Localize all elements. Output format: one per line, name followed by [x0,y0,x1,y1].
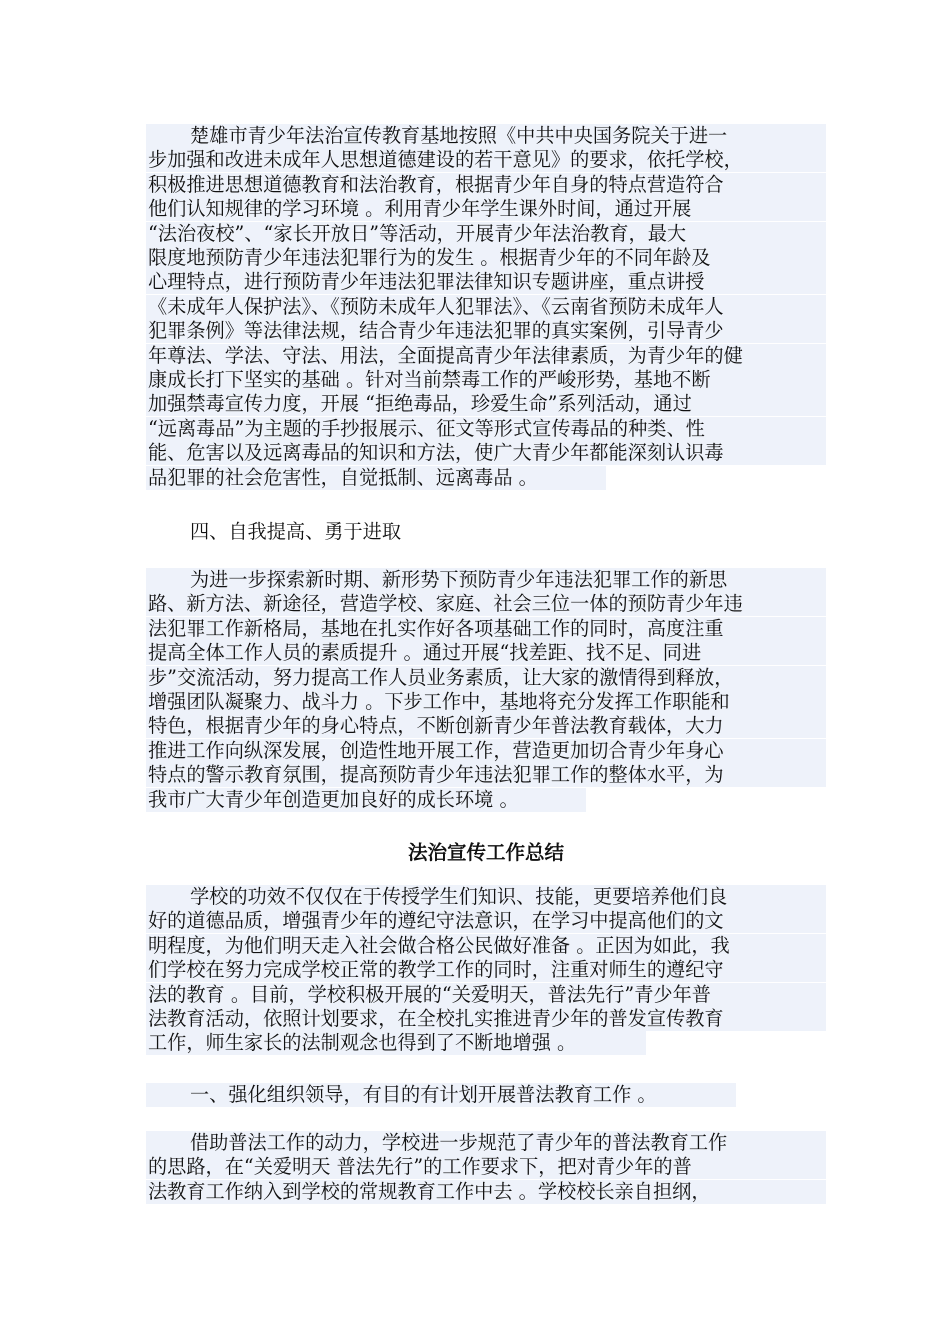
text-line: 法教育活动，依照计划要求，在全校扎实推进青少年的普发宣传教育 [146,1007,826,1031]
text-line: 们学校在努力完成学校正常的教学工作的同时，注重对师生的遵纪守 [146,958,826,982]
text-line: 积极推进思想道德教育和法治教育，根据青少年自身的特点营造符合 [146,173,826,197]
section-heading-four: 四、自我提高、勇于进取 [190,520,402,543]
text-line: 推进工作向纵深发展，创造性地开展工作，营造更加切合青少年身心 [146,739,826,763]
text-line: 特色，根据青少年的身心特点，不断创新青少年普法教育载体，大力 [146,714,826,738]
text-line: 明程度，为他们明天走入社会做合格公民做好准备 。正因为如此，我 [146,934,826,958]
text-line: 加强禁毒宣传力度，开展 “拒绝毒品，珍爱生命”系列活动，通过 [146,392,826,416]
text-line: “法治夜校”、“家长开放日”等活动，开展青少年法治教育，最大 [146,222,826,246]
text-line: 楚雄市青少年法治宣传教育基地按照《中共中央国务院关于进一 [146,124,826,148]
text-line: 我市广大青少年创造更加良好的成长环境 。 [146,788,586,812]
text-line: 为进一步探索新时期、新形势下预防青少年违法犯罪工作的新思 [146,568,826,592]
text-line: 学校的功效不仅仅在于传授学生们知识、技能，更要培养他们良 [146,885,826,909]
text-line: “远离毒品”为主题的手抄报展示、征文等形式宣传毒品的种类、性 [146,417,826,441]
text-line: 路、新方法、新途径，营造学校、家庭、社会三位一体的预防青少年违 [146,592,826,616]
text-line: 步”交流活动，努力提高工作人员业务素质，让大家的激情得到释放， [146,666,826,690]
text-line: 的思路，在“关爱明天 普法先行”的工作要求下，把对青少年的普 [146,1155,826,1179]
text-line: 康成长打下坚实的基础 。针对当前禁毒工作的严峻形势，基地不断 [146,368,826,392]
text-line: 提高全体工作人员的素质提升 。通过开展“找差距、找不足、同进 [146,641,826,665]
text-line: 法的教育 。目前，学校积极开展的“关爱明天，普法先行”青少年普 [146,983,826,1007]
document-title: 法治宣传工作总结 [407,841,564,864]
text-line: 限度地预防青少年违法犯罪行为的发生 。根据青少年的不同年龄及 [146,246,826,270]
text-line: 借助普法工作的动力，学校进一步规范了青少年的普法教育工作 [146,1131,826,1155]
section-heading-one: 一、强化组织领导，有目的有计划开展普法教育工作 。 [146,1083,736,1107]
text-line: 他们认知规律的学习环境 。利用青少年学生课外时间，通过开展 [146,197,826,221]
text-line: 品犯罪的社会危害性，自觉抵制、远离毒品 。 [146,466,606,490]
text-line: 好的道德品质，增强青少年的遵纪守法意识，在学习中提高他们的文 [146,909,826,933]
text-line: 法教育工作纳入到学校的常规教育工作中去 。学校校长亲自担纲， [146,1180,826,1204]
text-line: 犯罪条例》等法律法规，结合青少年违法犯罪的真实案例，引导青少 [146,319,826,343]
text-line: 工作，师生家长的法制观念也得到了不断地增强 。 [146,1031,646,1055]
text-line: 法犯罪工作新格局，基地在扎实作好各项基础工作的同时，高度注重 [146,617,826,641]
text-line: 特点的警示教育氛围，提高预防青少年违法犯罪工作的整体水平，为 [146,763,826,787]
text-line: 能、危害以及远离毒品的知识和方法，使广大青少年都能深刻认识毒 [146,441,826,465]
text-line: 年尊法、学法、守法、用法，全面提高青少年法律素质，为青少年的健 [146,344,826,368]
text-line: 增强团队凝聚力、战斗力 。下步工作中，基地将充分发挥工作职能和 [146,690,826,714]
text-line: 步加强和改进未成年人思想道德建设的若干意见》的要求，依托学校， [146,148,826,172]
text-line: 《未成年人保护法》、《预防未成年人犯罪法》、《云南省预防未成年人 [146,295,826,319]
text-line: 心理特点，进行预防青少年违法犯罪法律知识专题讲座，重点讲授 [146,270,826,294]
